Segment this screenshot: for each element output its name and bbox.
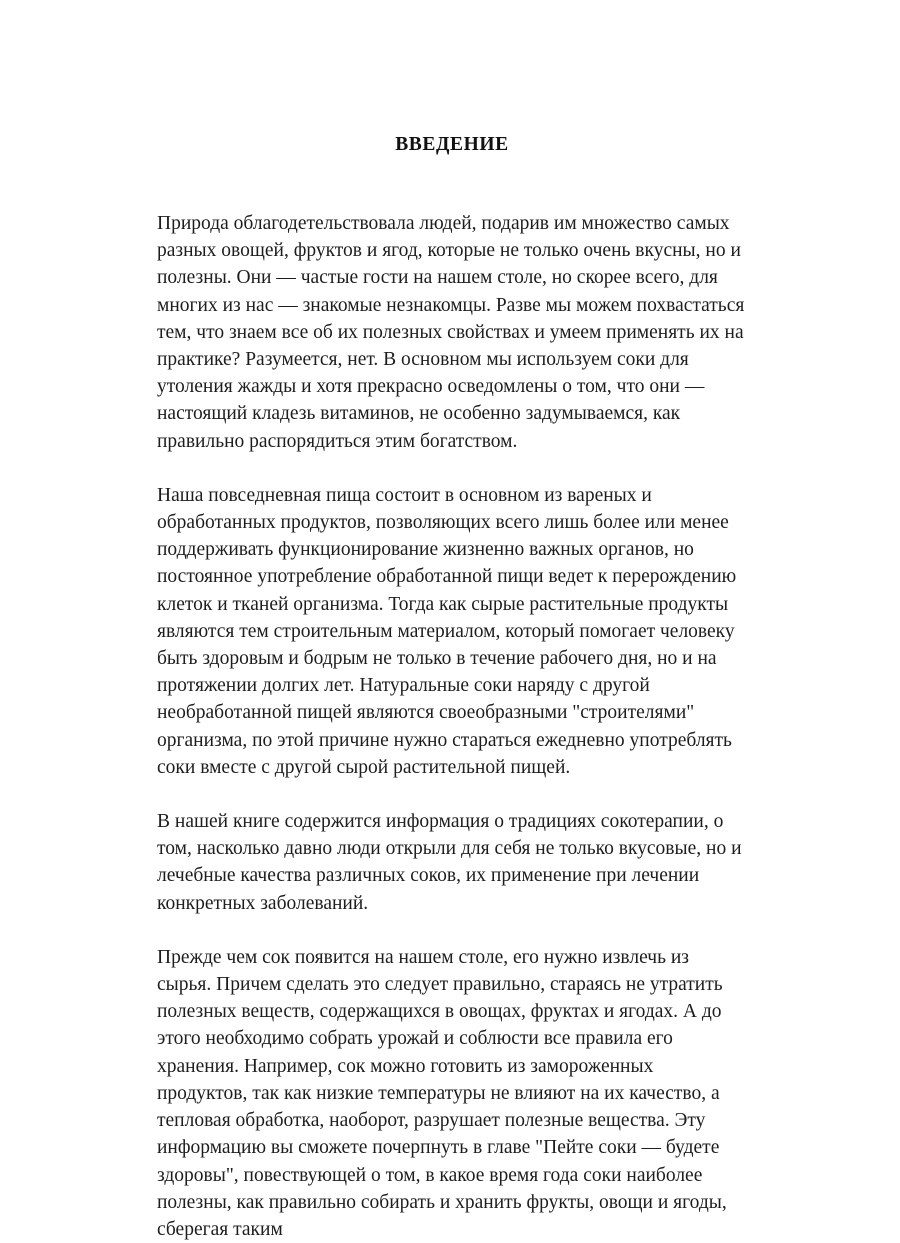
paragraph-3: В нашей книге содержится информация о традициях сокотерапии, о том, насколько давно люди открыли для себя не только вкусовые, но и лечебные качества различных соков, их применение при лечении конкретных заболеваний. xyxy=(157,811,742,914)
paragraph-1: Природа облагодетельствовала людей, подарив им множество самых разных овощей, фруктов и ягод, которые не только очень вкусны, но и полезны. Они — частые гости на нашем столе, но скорее всего, для многих из нас — знакомые незнакомцы. Разве мы можем похвастаться тем, что знаем все об их полезных свойствах и умеем применять их на практике? Разумеется, нет. В основном мы используем соки для утоления жажды и хотя прекрасно осведомлены о том, что они — настоящий кладезь витаминов, не особенно задумываемся, как правильно распорядиться этим богатством. xyxy=(157,213,745,452)
paragraph-4: Прежде чем сок появится на нашем столе, его нужно извлечь из сырья. Причем сделать это следует правильно, стараясь не утратить полезных веществ, содержащихся в овощах, фруктах и ягодах. А до этого необходимо собрать урожай и соблюсти все правила его хранения. Например, сок можно готовить из замороженных продуктов, так как низкие температуры не влияют на их качество, а тепловая обработка, наоборот, разрушает полезные вещества. Эту информацию вы сможете почерпнуть в главе "Пейте соки — будете здоровы", повествующей о том, в какое время года соки наиболее полезны, как правильно собирать и хранить фрукты, овощи и ягоды, сберегая таким xyxy=(157,946,727,1240)
page-content xyxy=(157,132,747,1243)
body-text xyxy=(157,210,747,1243)
page-title: ВВЕДЕНИЕ xyxy=(395,134,509,155)
paragraph-2: Наша повседневная пища состоит в основном из вареных и обработанных продуктов, позволяющих всего лишь более или менее поддерживать функционирование жизненно важных органов, но постоянное употребление обработанной пищи ведет к перерождению клеток и тканей организма. Тогда как сырые растительные продукты являются тем строительным материалом, который помогает человеку быть здоровым и бодрым не только в течение рабочего дня, но и на протяжении долгих лет. Натуральные соки наряду с другой необработанной пищей являются своеобразными "строителями" организма, по этой причине нужно стараться ежедневно употреблять соки вместе с другой сырой растительной пищей. xyxy=(157,484,737,778)
title-spacer xyxy=(157,158,747,210)
